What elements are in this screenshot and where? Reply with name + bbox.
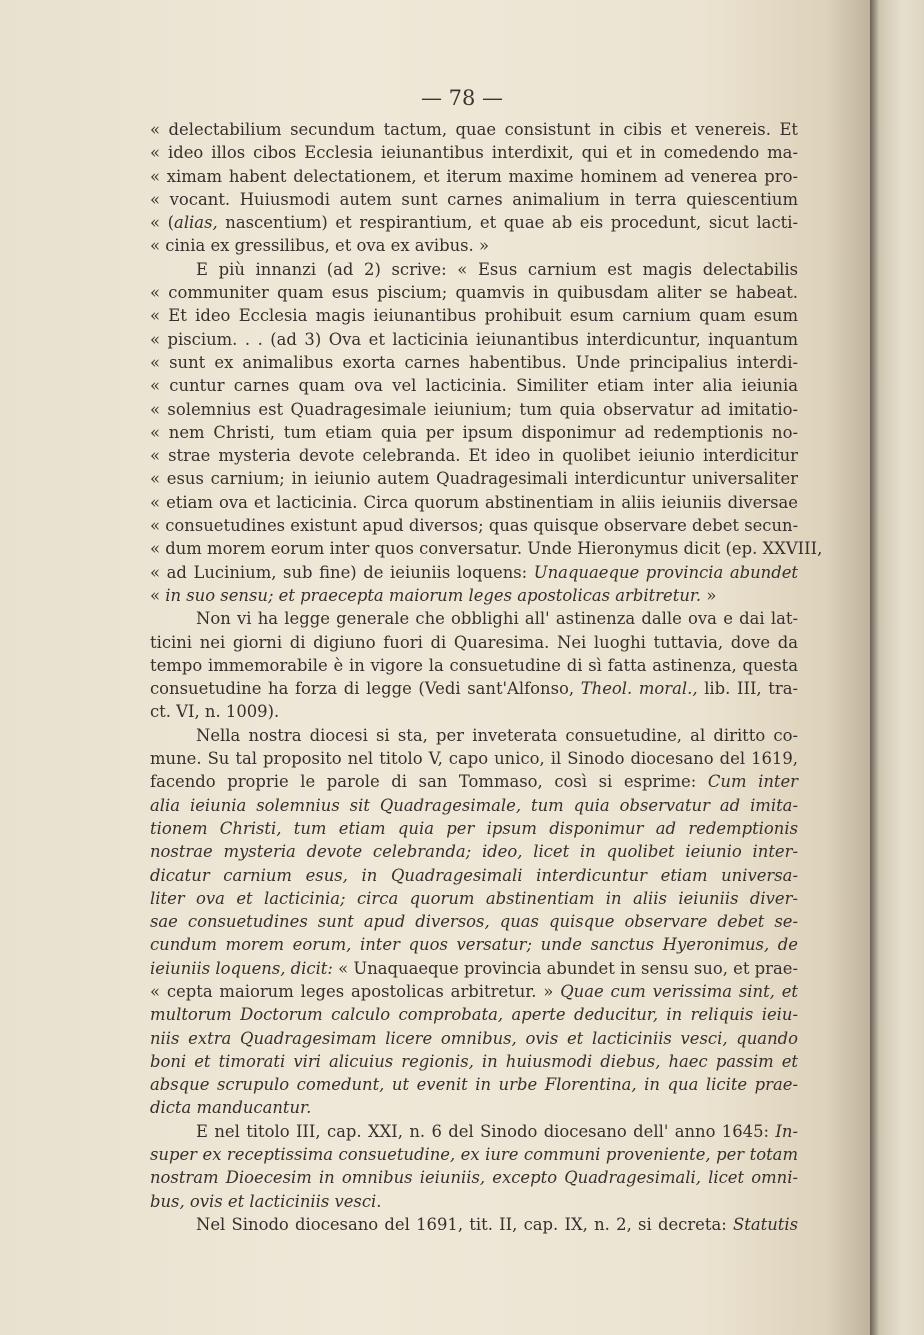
italic-text: bus, ovis et lacticiniis vesci. [150, 1191, 382, 1211]
text-line [150, 514, 798, 537]
text-span: « cuntur carnes quam ova vel lacticinia. Similiter etiam inter alia ieiunia [150, 376, 798, 396]
text-line [150, 910, 798, 933]
text-line [150, 933, 798, 956]
italic-text: nostrae mysteria devote celebranda; ideo, licet in quolibet ieiunio inter- [150, 842, 798, 862]
text-line [150, 980, 798, 1003]
text-span: « esus carnium; in ieiunio autem Quadragesimali interdicuntur universaliter [150, 469, 798, 489]
text-line [150, 957, 798, 980]
text-line [150, 631, 798, 654]
italic-text: tionem Christi, tum etiam quia per ipsum disponimur ad redemptionis [150, 818, 798, 838]
italic-text: Statutis [733, 1214, 798, 1234]
text-line [150, 281, 798, 304]
text-line [150, 398, 798, 421]
text-span: « solemnius est Quadragesimale ieiunium; tum quia observatur ad imitatio- [150, 399, 798, 419]
text-span: « vocant. Huiusmodi autem sunt carnes animalium in terra quiescentium [150, 189, 798, 209]
text-line [150, 1096, 798, 1119]
text-span: nascentium) et respirantium, et quae ab eis procedunt, sicut lacti- [217, 213, 798, 233]
text-line [150, 304, 798, 327]
text-line [150, 724, 798, 747]
text-span: « ideo illos cibos Ecclesia ieiunantibus interdixit, qui et in comedendo ma- [150, 143, 798, 163]
text-line [150, 211, 798, 234]
italic-text: Quae cum verissima sint, et [560, 981, 799, 1001]
text-line [150, 1073, 798, 1096]
italic-text: alias, [174, 213, 218, 233]
italic-text: Cum inter [707, 772, 798, 792]
text-span: « cepta maiorum leges apostolicas arbitretur. » [150, 981, 561, 1001]
text-span: « Et ideo Ecclesia magis ieiunantibus prohibuit esum carnium quam esum [150, 306, 798, 326]
text-span: « communiter quam esus piscium; quamvis in quibusdam aliter se habeat. [150, 283, 798, 303]
text-line [150, 1050, 798, 1073]
text-line [150, 351, 798, 374]
text-line [150, 1027, 798, 1050]
text-span: « delectabilium secundum tactum, quae consistunt in cibis et venereis. Et [150, 120, 798, 139]
text-span: mune. Su tal proposito nel titolo V, capo unico, il Sinodo diocesano del 1619, [150, 749, 798, 769]
text-line [150, 118, 798, 141]
italic-text: ieiuniis loquens, dicit: [150, 958, 333, 978]
text-span: ct. VI, n. 1009). [150, 702, 280, 722]
text-span: « Unaquaeque provincia abundet in sensu suo, et prae- [332, 958, 798, 978]
text-line [150, 234, 798, 257]
text-line [150, 165, 798, 188]
text-span: « piscium. . . (ad 3) Ova et lacticinia ieiunantibus interdicuntur, inquantum [150, 329, 798, 349]
text-line [150, 141, 798, 164]
text-span: consuetudine ha forza di legge (Vedi sant'Alfonso, [150, 679, 581, 699]
text-line [150, 607, 798, 630]
text-span: lib. III, tra- [697, 679, 799, 699]
text-span: facendo proprie le parole di san Tommaso, così si esprime: [150, 772, 708, 792]
text-line [150, 1120, 798, 1143]
text-line [150, 747, 798, 770]
text-line [150, 794, 798, 817]
text-span: « ximam habent delectationem, et iterum maxime hominem ad venerea pro- [150, 166, 798, 186]
italic-text: alia ieiunia solemnius sit Quadragesimale, tum quia observatur ad imita- [150, 795, 798, 815]
text-line [150, 537, 823, 560]
text-line [150, 491, 798, 514]
italic-text: sae consuetudines sunt apud diversos, quas quisque observare debet se- [150, 912, 798, 932]
italic-text: nostram Dioecesim in omnibus ieiuniis, excepto Quadragesimali, licet omni- [150, 1168, 798, 1188]
text-line [150, 770, 798, 793]
text-span: « [150, 585, 166, 605]
italic-text: dicatur carnium esus, in Quadragesimali interdicuntur etiam universa- [150, 865, 798, 885]
text-line [150, 840, 798, 863]
italic-text: in suo sensu; et praecepta maiorum leges apostolicas arbitretur. [165, 585, 702, 605]
italic-text: multorum Doctorum calculo comprobata, aperte deducitur, in reliquis ieiu- [150, 1005, 798, 1025]
text-line [150, 561, 798, 584]
text-line [150, 467, 798, 490]
text-line [150, 817, 798, 840]
italic-text: absque scrupulo comedunt, ut evenit in urbe Florentina, in qua licite prae- [150, 1075, 798, 1095]
text-line [150, 700, 798, 723]
text-line [150, 1190, 798, 1213]
italic-text: super ex receptissima consuetudine, ex iure communi proveniente, per totam [150, 1145, 798, 1165]
text-line [150, 584, 798, 607]
italic-text: In- [775, 1121, 798, 1141]
text-line [150, 258, 798, 281]
text-line [150, 444, 798, 467]
text-span: « ( [150, 213, 175, 233]
body-text [150, 118, 823, 1236]
next-page-edge [870, 0, 924, 1335]
text-span: Nel Sinodo diocesano del 1691, tit. II, cap. IX, n. 2, si decreta: [196, 1214, 734, 1234]
text-line [150, 864, 798, 887]
italic-text: Unaquaeque provincia abundet [533, 562, 798, 582]
text-span: Non vi ha legge generale che obblighi all' astinenza dalle ova e dai lat- [196, 609, 798, 629]
text-line [150, 654, 798, 677]
text-span: « cinia ex gressilibus, et ova ex avibus. » [150, 236, 489, 256]
italic-text: dicta manducantur. [150, 1098, 312, 1118]
text-line [150, 1143, 798, 1166]
text-span: « strae mysteria devote celebranda. Et ideo in quolibet ieiunio interdicitur [150, 446, 798, 466]
text-line [150, 677, 798, 700]
text-span: « dum morem eorum inter quos conversatur. Unde Hieronymus dicit (ep. XXVIII, [150, 539, 823, 559]
italic-text: boni et timorati viri alicuius regionis, in huiusmodi diebus, haec passim et [150, 1051, 798, 1071]
italic-text: cundum morem eorum, inter quos versatur; unde sanctus Hyeronimus, de [150, 935, 798, 955]
text-span: tempo immemorabile è in vigore la consuetudine di sì fatta astinenza, questa [150, 655, 798, 675]
text-line [150, 887, 798, 910]
text-line [150, 188, 798, 211]
text-span: E più innanzi (ad 2) scrive: « Esus carnium est magis delectabilis [196, 259, 798, 279]
italic-text: niis extra Quadragesimam licere omnibus, ovis et lacticiniis vesci, quando [150, 1028, 798, 1048]
text-span: ticini nei giorni di digiuno fuori di Quaresima. Nei luoghi tuttavia, dove da [150, 632, 798, 652]
text-line [150, 328, 798, 351]
text-span: « nem Christi, tum etiam quia per ipsum disponimur ad redemptionis no- [150, 422, 798, 442]
text-span: « ad Lucinium, sub fine) de ieiuniis loquens: [150, 562, 534, 582]
italic-text: liter ova et lacticinia; circa quorum abstinentiam in aliis ieiuniis diver- [150, 888, 798, 908]
text-line [150, 1003, 798, 1026]
text-span: « etiam ova et lacticinia. Circa quorum abstinentiam in aliis ieiuniis diversae [150, 492, 798, 512]
text-line [150, 1213, 798, 1236]
text-span: « sunt ex animalibus exorta carnes habentibus. Unde principalius interdi- [150, 352, 798, 372]
text-span: Nella nostra diocesi si sta, per inveterata consuetudine, al diritto co- [196, 725, 798, 745]
page-number: — 78 — [420, 86, 504, 110]
text-line [150, 421, 798, 444]
text-span: « consuetudines existunt apud diversos; quas quisque observare debet secun- [150, 516, 799, 536]
text-span: E nel titolo III, cap. XXI, n. 6 del Sinodo diocesano dell' anno 1645: [196, 1121, 776, 1141]
italic-text: Theol. moral., [580, 679, 698, 699]
text-line [150, 1166, 798, 1189]
text-span: » [701, 585, 717, 605]
text-line [150, 374, 798, 397]
